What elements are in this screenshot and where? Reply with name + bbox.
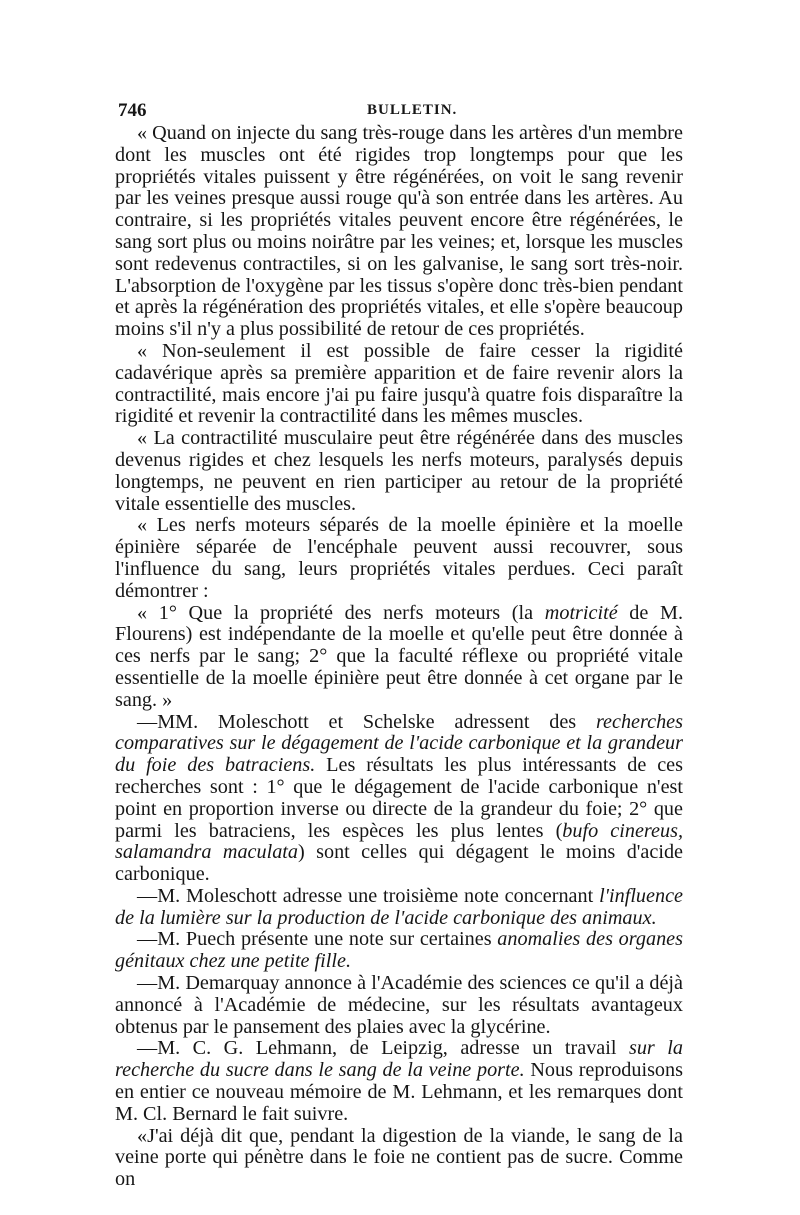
italic-text: bufo cinereus, salamandra maculata [115,819,683,864]
text-run: —MM. Moleschott et Schelske adressent des [137,710,596,733]
text-run: —M. Puech présente une note sur certaines [137,928,498,951]
text-run: « La contractilité musculaire peut être régénérée dans des muscles devenus rigides et chez lesquels les nerfs moteurs, paralysés depuis longtemps, ne peuvent en rien participer au retour de la propriété vitale essentielle des muscles. [115,427,683,515]
page-number: 746 [118,100,147,121]
text-run: « Non-seulement il est possible de faire cesser la rigidité cadavérique après sa première apparition et de faire revenir alors la contractilité, mais encore j'ai pu faire jusqu'à quatre fois disparaître la rigidité et revenir la contractilité dans les mêmes muscles. [115,339,683,428]
paragraph [115,428,683,515]
paragraph [115,515,683,602]
text-run: « Les nerfs moteurs séparés de la moelle épinière et la moelle épinière séparée de l'encéphale peuvent aussi recouvrer, sous l'influence du sang, leurs propriétés vitales perdues. Ceci paraît démontrer : [115,514,683,602]
paragraph [115,1038,683,1125]
italic-text: anomalies des organes génitaux chez une petite fille. [115,928,683,973]
text-run: « Quand on injecte du sang très-rouge dans les artères d'un membre dont les muscles ont été rigides trop longtemps pour que les propriétés vitales puissent y être régénérées, on voit le sang revenir par les veines presque aussi rouge qu'à son entrée dans les artères. Au contraire, si les propriétés vitales peuvent encore être régénérées, le sang sort plus ou moins noirâtre par les veines; et, lorsque les muscles sont redevenus contractiles, si on les galvanise, le sang sort très-noir. L'absorption de l'oxygène par les tissus s'opère donc très-bien pendant et après la régénération des propriétés vitales, et elle s'opère beaucoup moins s'il n'y a plus possibilité de retour de ces propriétés. [115,122,683,341]
italic-text: recherches comparatives sur le dégagement de l'acide carbonique et la grandeur du foie des batraciens. [115,710,683,777]
paragraph [115,341,683,428]
text-run: —M. Moleschott adresse une troisième note concernant [137,884,600,907]
paragraph [115,603,683,712]
text-run: Nous reproduisons en entier ce nouveau mémoire de M. Lehmann, et les remarques dont M. Cl. Bernard le fait suivre. [115,1059,683,1125]
italic-text: l'influence de la lumière sur la production de l'acide carbonique des animaux. [115,884,683,929]
paragraph [115,886,683,930]
text-run: de M. Flourens) est indépendante de la moelle et qu'elle peut être donnée à ces nerfs par le sang; 2° que la faculté réflexe ou propriété vitale essentielle de la moelle épinière peut être donnée à cet organe par le sang. » [115,601,684,711]
paragraph [115,973,683,1038]
italic-text: sur la recherche du sucre dans le sang de la veine porte. [115,1037,683,1082]
paragraph [115,123,683,341]
body-text [115,123,683,1191]
running-head: BULLETIN. [367,102,458,118]
paragraph [115,1126,683,1191]
text-run: «J'ai déjà dit que, pendant la digestion de la viande, le sang de la veine porte qui pénètre dans le foie ne contient pas de sucre. Comme on [115,1124,683,1191]
text-run: —M. C. G. Lehmann, de Leipzig, adresse un travail [137,1037,629,1060]
italic-text: motricité [544,601,618,624]
paragraph [115,929,683,973]
paragraph [115,712,683,886]
text-run: « 1° Que la propriété des nerfs moteurs (la [137,601,545,624]
text-run: —M. Demarquay annonce à l'Académie des sciences ce qu'il a déjà annoncé à l'Académie de médecine, sur les résultats avantageux obtenus par le pansement des plaies avec la glycérine. [115,972,683,1038]
text-run: ) sont celles qui dégagent le moins d'acide carbonique. [115,841,684,886]
text-run: Les résultats les plus intéressants de ces recherches sont : 1° que le dégagement de l'acide carbonique n'est point en proportion inverse ou directe de la grandeur du foie; 2° que parmi les batraciens, les espèces les plus lentes ( [115,754,683,842]
